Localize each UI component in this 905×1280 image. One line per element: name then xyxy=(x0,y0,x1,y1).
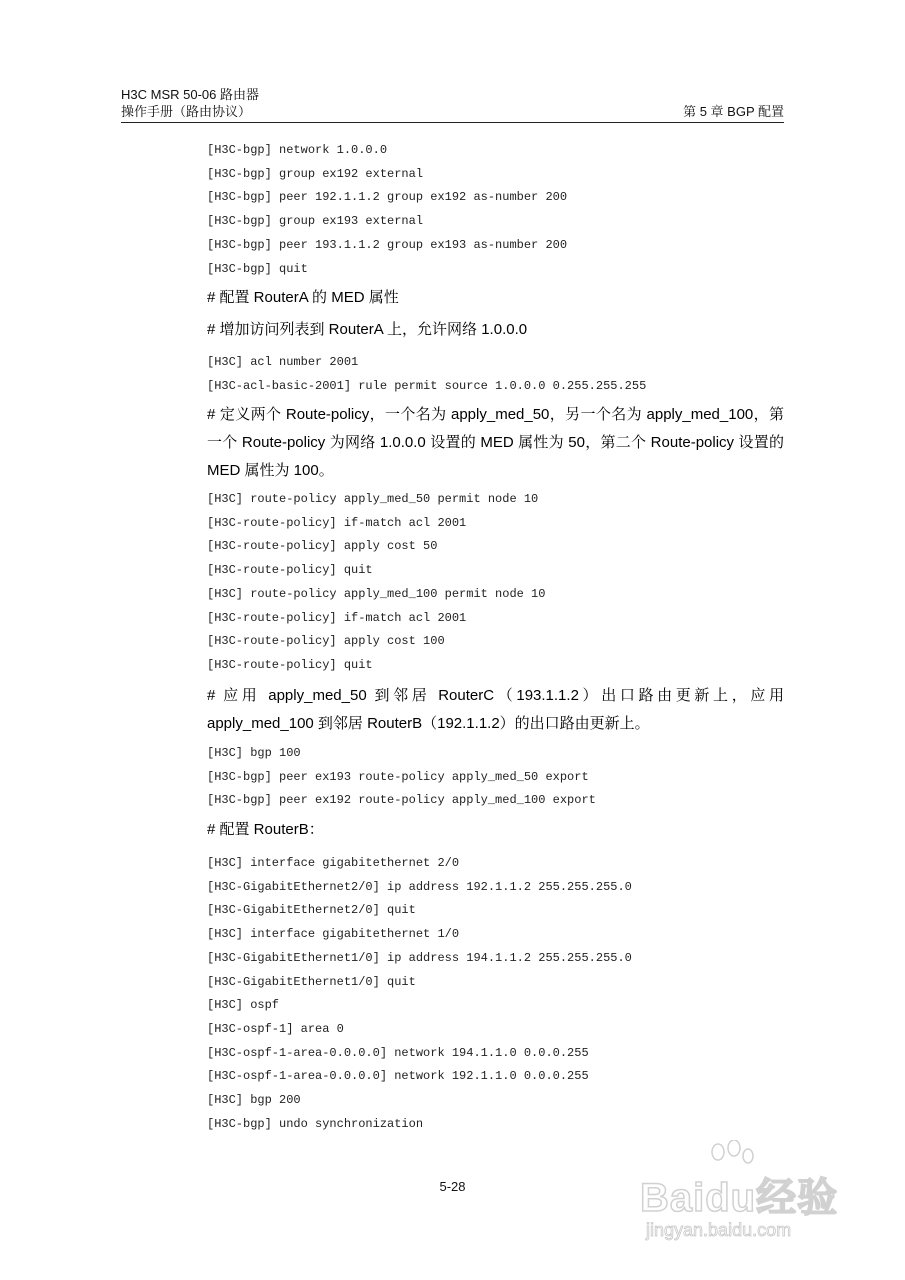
code-line: [H3C-bgp] undo synchronization xyxy=(207,1116,424,1131)
code-block-bgp-groups xyxy=(207,139,787,281)
code-block-routerb xyxy=(207,852,787,1136)
code-block-acl xyxy=(207,351,787,398)
code-line: [H3C-bgp] peer ex192 route-policy apply_med_100 export xyxy=(207,793,596,808)
code-line: [H3C-ospf-1-area-0.0.0.0] network 192.1.1.0 0.0.0.255 xyxy=(207,1069,589,1084)
code-line: [H3C-bgp] group ex192 external xyxy=(207,166,424,181)
code-block-route-policy xyxy=(207,488,787,678)
paragraph-add-acl: # 增加访问列表到 RouterA 上，允许网络 1.0.0.0 xyxy=(207,321,528,338)
paragraph-define-route-policy: # 定义两个 Route-policy，一个名为 apply_med_50，另一个名为 apply_med_100，第一个 Route-policy 为网络 1.0.0.0 设置的 MED 属性为 50，第二个 Route-policy 设置的 MED 属性为 100。 xyxy=(207,406,784,479)
code-line: [H3C-route-policy] apply cost 50 xyxy=(207,539,438,554)
code-line: [H3C-acl-basic-2001] rule permit source 1.0.0.0 0.255.255.255 xyxy=(207,378,647,393)
code-line: [H3C] interface gigabitethernet 2/0 xyxy=(207,856,460,870)
code-line: [H3C-bgp] peer 193.1.1.2 group ex193 as-number 200 xyxy=(207,237,568,252)
code-line: [H3C-route-policy] apply cost 100 xyxy=(207,634,445,649)
code-line: [H3C-route-policy] quit xyxy=(207,563,373,578)
paragraph-apply-policy: # 应用 apply_med_50 到邻居 RouterC（193.1.1.2）出口路由更新上，应用 apply_med_100 到邻居 RouterB（192.1.1.2）的出口路由更新上。 xyxy=(207,687,784,732)
code-line: [H3C-bgp] peer ex193 route-policy apply_med_50 export xyxy=(207,769,589,784)
code-line: [H3C-route-policy] quit xyxy=(207,657,373,672)
baidu-jingyan-watermark xyxy=(640,1140,860,1250)
header-divider xyxy=(121,122,784,123)
code-line: [H3C] interface gigabitethernet 1/0 xyxy=(207,927,460,942)
code-line: [H3C-GigabitEthernet2/0] ip address 192.1.1.2 255.255.255.0 xyxy=(207,879,632,894)
code-line: [H3C-bgp] peer 192.1.1.2 group ex192 as-number 200 xyxy=(207,190,568,205)
code-line: [H3C-GigabitEthernet1/0] quit xyxy=(207,974,416,989)
page-header xyxy=(121,86,784,120)
code-line: [H3C] bgp 200 xyxy=(207,1093,301,1108)
code-line: [H3C-GigabitEthernet1/0] ip address 194.1.1.2 255.255.255.0 xyxy=(207,950,632,965)
header-manual-title: 操作手册（路由协议） xyxy=(121,104,252,119)
code-block-bgp-export xyxy=(207,742,787,813)
paragraph-configure-med: # 配置 RouterA 的 MED 属性 xyxy=(207,289,399,306)
code-line: [H3C-route-policy] if-match acl 2001 xyxy=(207,515,467,530)
code-line: [H3C] acl number 2001 xyxy=(207,355,359,369)
header-product: H3C MSR 50-06 路由器 xyxy=(121,87,259,102)
code-line: [H3C-GigabitEthernet2/0] quit xyxy=(207,903,416,918)
watermark-url: jingyan.baidu.com xyxy=(646,1220,792,1240)
code-line: [H3C] route-policy apply_med_50 permit node 10 xyxy=(207,492,539,506)
code-line: [H3C-ospf-1] area 0 xyxy=(207,1021,344,1036)
code-line: [H3C-bgp] group ex193 external xyxy=(207,214,424,229)
code-line: [H3C-bgp] network 1.0.0.0 xyxy=(207,143,388,157)
code-line: [H3C] ospf xyxy=(207,998,280,1013)
header-chapter: 第 5 章 BGP 配置 xyxy=(683,104,784,119)
page-number: 5-28 xyxy=(439,1179,466,1194)
code-line: [H3C] bgp 100 xyxy=(207,746,301,760)
code-line: [H3C-bgp] quit xyxy=(207,261,308,276)
paragraph-configure-routerb: # 配置 RouterB： xyxy=(207,821,324,838)
code-line: [H3C-ospf-1-area-0.0.0.0] network 194.1.1.0 0.0.0.255 xyxy=(207,1045,589,1060)
code-line: [H3C-route-policy] if-match acl 2001 xyxy=(207,610,467,625)
watermark-brand: Baidu经验 xyxy=(640,1176,839,1220)
code-line: [H3C] route-policy apply_med_100 permit node 10 xyxy=(207,586,546,601)
